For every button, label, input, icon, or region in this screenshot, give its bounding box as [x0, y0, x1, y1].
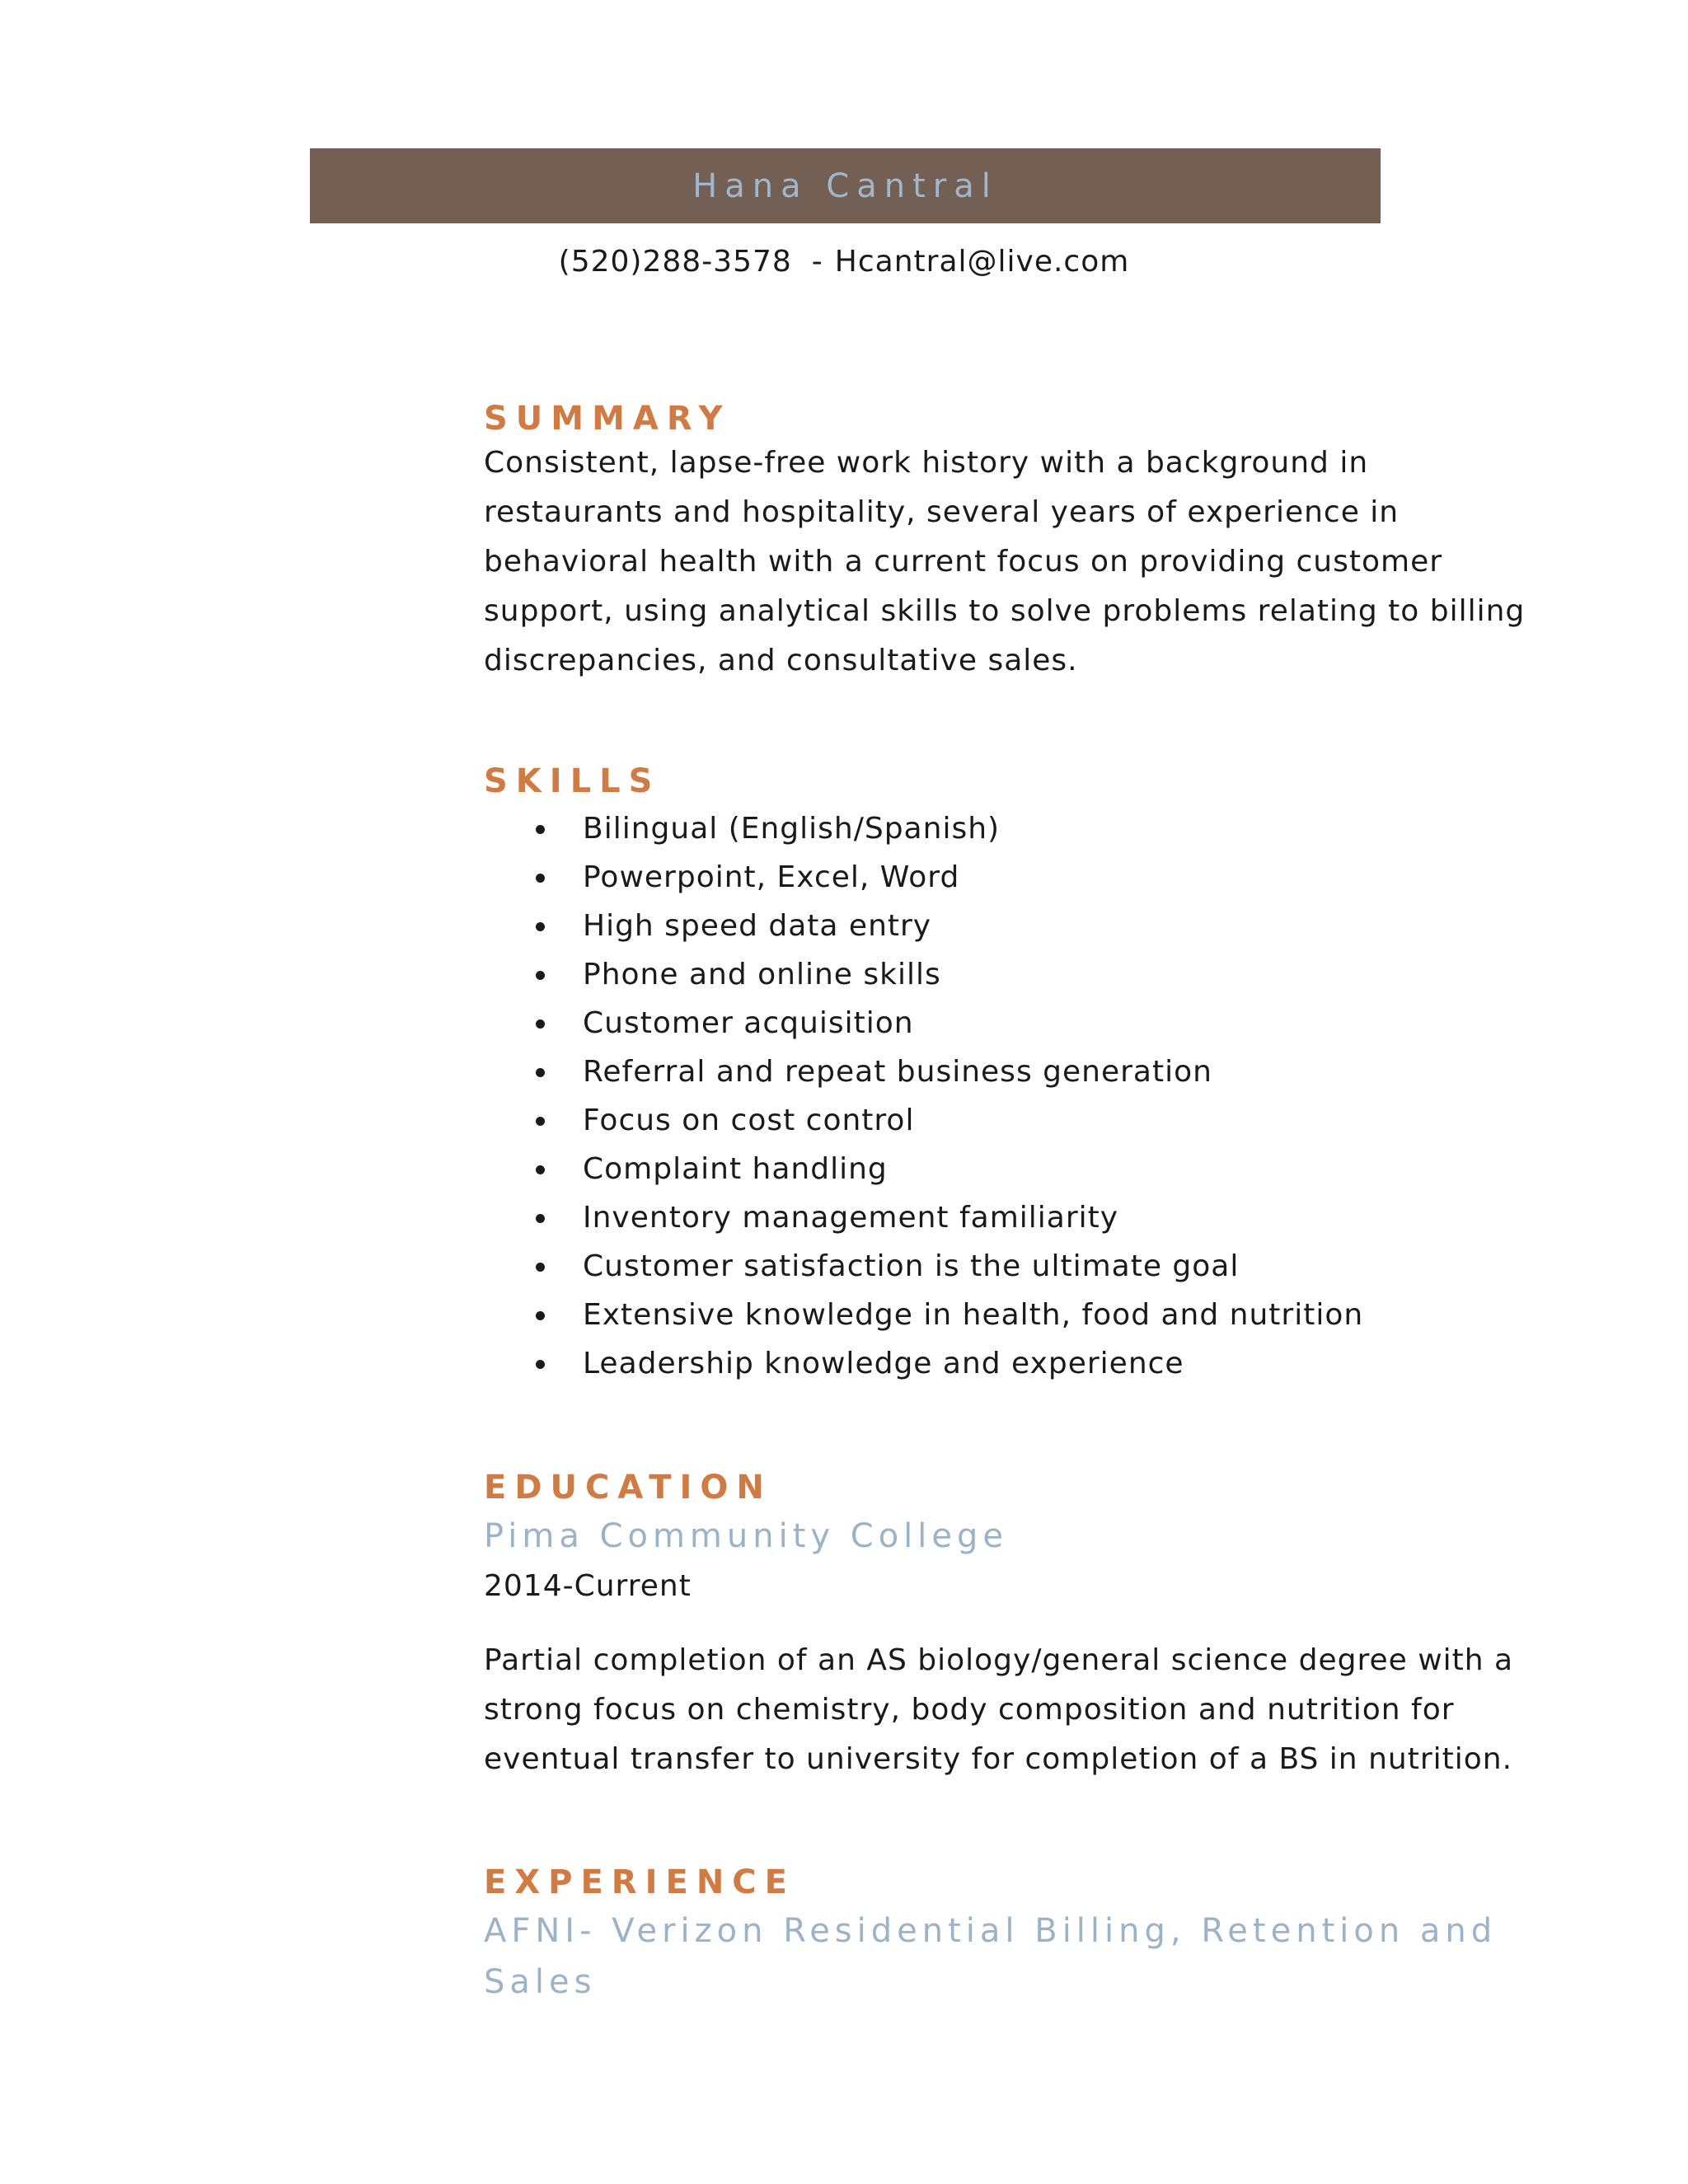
education-line: Partial completion of an AS biology/general science degree with a [484, 1643, 1514, 1677]
list-item [484, 804, 1547, 853]
skills-list [484, 804, 1547, 1388]
list-item [484, 1339, 1547, 1388]
skill-text: Complaint handling [583, 1152, 888, 1186]
list-item [484, 853, 1547, 902]
email-address: Hcantral@live.com [834, 245, 1130, 279]
bullet-icon [536, 1263, 545, 1272]
summary-line: behavioral health with a current focus on providing customer [484, 545, 1443, 579]
resume-name: Hana Cantral [692, 166, 998, 205]
name-banner [310, 148, 1381, 223]
bullet-icon [536, 971, 545, 980]
job-title-line: Sales [484, 1963, 597, 2001]
job-title-line: AFNI- Verizon Residential Billing, Retention and [484, 1912, 1498, 1950]
bullet-icon [536, 1117, 545, 1126]
list-item [484, 1291, 1547, 1339]
skill-text: Phone and online skills [583, 958, 941, 991]
list-item [484, 1145, 1547, 1193]
summary-section [484, 396, 1547, 686]
education-line: eventual transfer to university for completion of a BS in nutrition. [484, 1742, 1513, 1776]
skill-text: Extensive knowledge in health, food and nutrition [583, 1298, 1364, 1332]
bullet-icon [536, 825, 545, 834]
experience-heading: EXPERIENCE [484, 1863, 795, 1901]
skill-text: Inventory management familiarity [583, 1201, 1119, 1235]
list-item [484, 1047, 1547, 1096]
bullet-icon [536, 1019, 545, 1029]
summary-line: Consistent, lapse-free work history with a background in [484, 446, 1369, 480]
summary-line: restaurants and hospitality, several years of experience in [484, 495, 1400, 529]
skill-text: Powerpoint, Excel, Word [583, 860, 960, 894]
education-section [484, 1465, 1547, 1784]
contact-line [0, 245, 1688, 279]
education-text [484, 1636, 1547, 1784]
list-item [484, 999, 1547, 1047]
summary-line: support, using analytical skills to solve problems relating to billing [484, 594, 1526, 628]
bullet-icon [536, 1311, 545, 1320]
list-item [484, 1096, 1547, 1145]
bullet-icon [536, 1360, 545, 1369]
bullet-icon [536, 922, 545, 931]
contact-separator: - [811, 245, 823, 279]
skill-text: Customer satisfaction is the ultimate goal [583, 1249, 1240, 1283]
list-item [484, 1242, 1547, 1291]
experience-section [484, 1859, 1547, 2008]
skill-text: Focus on cost control [583, 1104, 915, 1137]
education-line: strong focus on chemistry, body composition and nutrition for [484, 1693, 1455, 1727]
education-heading: EDUCATION [484, 1469, 772, 1507]
list-item [484, 950, 1547, 999]
skill-text: Referral and repeat business generation [583, 1055, 1212, 1089]
bullet-icon [536, 1068, 545, 1077]
skill-text: High speed data entry [583, 909, 932, 943]
education-dates: 2014-Current [484, 1569, 692, 1603]
skill-text: Leadership knowledge and experience [583, 1347, 1184, 1380]
job-title [484, 1905, 1547, 2008]
phone-number: (520)288-3578 [558, 245, 792, 279]
bullet-icon [536, 1214, 545, 1223]
skill-text: Customer acquisition [583, 1006, 914, 1040]
bullet-icon [536, 874, 545, 883]
school-name: Pima Community College [484, 1517, 1009, 1555]
summary-text [484, 438, 1547, 686]
list-item [484, 1193, 1547, 1242]
bullet-icon [536, 1165, 545, 1174]
skill-text: Bilingual (English/Spanish) [583, 812, 1001, 846]
summary-heading: SUMMARY [484, 400, 731, 438]
list-item [484, 902, 1547, 950]
summary-line: discrepancies, and consultative sales. [484, 644, 1078, 677]
skills-section [484, 758, 1547, 1388]
skills-heading: SKILLS [484, 762, 661, 800]
